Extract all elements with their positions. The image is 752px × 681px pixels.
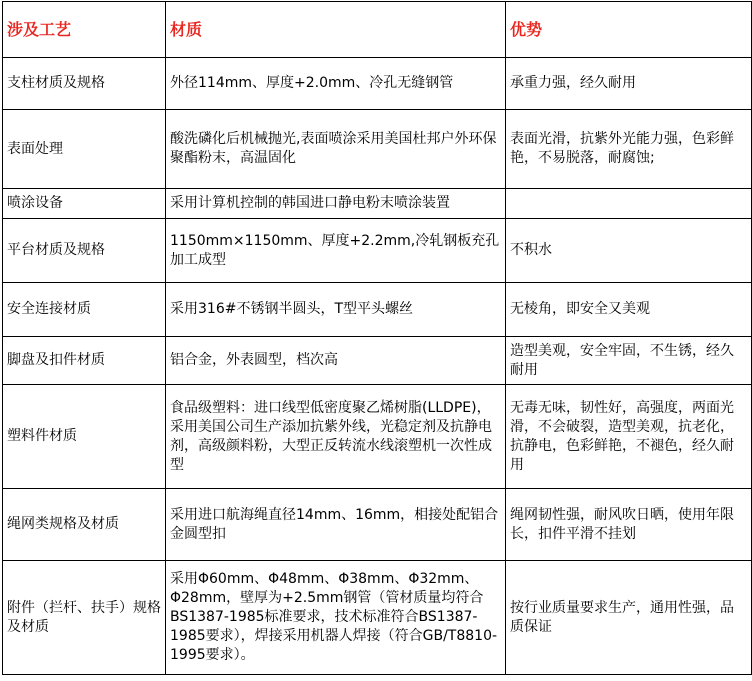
table-row	[3, 489, 752, 561]
row-item: 绳网类规格及材质	[3, 489, 166, 561]
table-row	[3, 58, 752, 110]
table-row	[3, 110, 752, 189]
row-advantage: 造型美观，安全牢固，不生锈，经久耐用	[506, 337, 752, 385]
row-item: 附件（拦杆、扶手）规格及材质	[3, 561, 166, 675]
row-material: 食品级塑料：进口线型低密度聚乙烯树脂(LLDPE)，采用美国公司生产添加抗紫外线，光稳定剂及抗静电剂，高级颜料粉，大型正反转流水线滚塑机一次性成型	[166, 385, 506, 489]
row-advantage: 承重力强，经久耐用	[506, 58, 752, 110]
table-row	[3, 283, 752, 337]
row-item: 塑料件材质	[3, 385, 166, 489]
row-material: 酸洗磷化后机械抛光,表面喷涂采用美国杜邦户外环保聚酯粉末，高温固化	[166, 110, 506, 189]
header-material: 材质	[166, 2, 506, 58]
row-material: 采用Φ60mm、Φ48mm、Φ38mm、Φ32mm、Φ28mm，壁厚为+2.5mm钢管（管材质量均符合BS1387-1985标准要求，技术标准符合BS1387-1985要求），焊接采用机器人焊接（符合GB/T8810-1995要求）。	[166, 561, 506, 675]
row-advantage: 表面光滑，抗紫外光能力强，色彩鲜艳，不易脱落，耐腐蚀;	[506, 110, 752, 189]
table-row	[3, 385, 752, 489]
row-advantage: 无棱角，即安全又美观	[506, 283, 752, 337]
row-item: 喷涂设备	[3, 189, 166, 219]
row-material: 采用316#不锈钢半圆头，T型平头螺丝	[166, 283, 506, 337]
header-row	[3, 2, 752, 58]
table-row	[3, 219, 752, 283]
row-item: 表面处理	[3, 110, 166, 189]
row-advantage: 不积水	[506, 219, 752, 283]
header-process: 涉及工艺	[3, 2, 166, 58]
row-material: 1150mm×1150mm、厚度+2.2mm,冷轧钢板充孔加工成型	[166, 219, 506, 283]
row-item: 支柱材质及规格	[3, 58, 166, 110]
row-item: 安全连接材质	[3, 283, 166, 337]
spec-table	[2, 1, 752, 675]
row-material: 铝合金，外表圆型，档次高	[166, 337, 506, 385]
row-material: 外径114mm、厚度+2.0mm、冷孔无缝钢管	[166, 58, 506, 110]
row-advantage	[506, 189, 752, 219]
row-item: 脚盘及扣件材质	[3, 337, 166, 385]
row-advantage: 按行业质量要求生产，通用性强，品质保证	[506, 561, 752, 675]
table-row	[3, 561, 752, 675]
table-row	[3, 189, 752, 219]
header-advantage: 优势	[506, 2, 752, 58]
row-advantage: 无毒无味，韧性好，高强度，两面光滑，不会破裂，造型美观，抗老化，抗静电，色彩鲜艳，不褪色，经久耐用	[506, 385, 752, 489]
table-row	[3, 337, 752, 385]
row-item: 平台材质及规格	[3, 219, 166, 283]
row-material: 采用进口航海绳直径14mm、16mm，相接处配铝合金圆型扣	[166, 489, 506, 561]
row-advantage: 绳网韧性强，耐风吹日晒，使用年限长，扣件平滑不挂划	[506, 489, 752, 561]
row-material: 采用计算机控制的韩国进口静电粉末喷涂装置	[166, 189, 506, 219]
